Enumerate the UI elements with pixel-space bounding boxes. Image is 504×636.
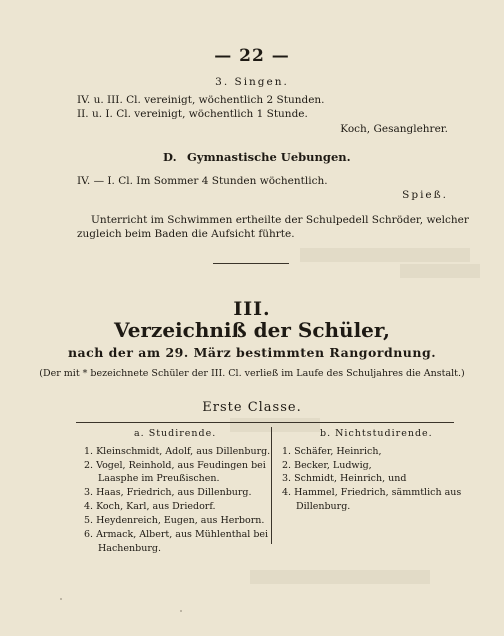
student-entry-continued: Dillenburg. — [296, 501, 351, 512]
column-heading-studirende: a. Studirende. — [134, 428, 217, 439]
bleed-through-mark — [400, 264, 480, 278]
page-number: — 22 — — [214, 46, 290, 66]
bleed-through-mark — [230, 418, 320, 432]
section-divider — [213, 263, 289, 264]
text-line: IV. u. III. Cl. vereinigt, wöchentlich 2 Stunden. — [77, 94, 325, 106]
section-label: D. — [163, 150, 177, 164]
teacher-name: Koch, Gesanglehrer. — [340, 123, 448, 135]
student-entry: 1. Kleinschmidt, Adolf, aus Dillenburg. — [84, 446, 271, 457]
student-entry: 3. Haas, Friedrich, aus Dillenburg. — [84, 487, 252, 498]
heading-rule — [76, 422, 454, 423]
student-entry: 2. Becker, Ludwig, — [282, 460, 372, 471]
section-note: (Der mit * bezeichnete Schüler der III. Cl. verließ im Laufe des Schuljahres die Anstalt.) — [39, 368, 465, 379]
student-entry: 6. Armack, Albert, aus Mühlenthal bei — [84, 529, 269, 540]
bleed-through-mark — [300, 248, 470, 262]
section-heading-gymnastik: Gymnastische Uebungen. — [187, 150, 351, 164]
student-entry: 5. Heydenreich, Eugen, aus Herborn. — [84, 515, 265, 526]
student-entry-continued: Hachenburg. — [98, 543, 161, 554]
student-entry: 4. Koch, Karl, aus Driedorf. — [84, 501, 216, 512]
student-entry: 4. Hammel, Friedrich, sämmtlich aus — [282, 487, 462, 498]
student-entry-continued: Laasphe im Preußischen. — [98, 473, 220, 484]
student-entry: 2. Vogel, Reinhold, aus Feudingen bei — [84, 460, 266, 471]
class-heading: Erste Classe. — [202, 400, 302, 415]
bleed-through-mark — [60, 598, 62, 600]
section-numeral: III. — [233, 298, 271, 320]
bleed-through-mark — [180, 610, 182, 612]
section-heading-singen: 3. Singen. — [215, 76, 289, 88]
section-subtitle: nach der am 29. März bestimmten Rangordnung. — [67, 345, 437, 360]
column-divider — [271, 427, 272, 544]
paragraph-line: Unterricht im Schwimmen ertheilte der Schulpedell Schröder, welcher — [91, 214, 469, 226]
column-heading-nichtstudirende: b. Nichtstudirende. — [320, 428, 433, 439]
teacher-name: Spieß. — [402, 189, 448, 201]
paragraph-line: zugleich beim Baden die Aufsicht führte. — [77, 228, 295, 240]
bleed-through-mark — [250, 570, 430, 584]
text-line: II. u. I. Cl. vereinigt, wöchentlich 1 Stunde. — [77, 108, 308, 120]
section-title: Verzeichniß der Schüler, — [114, 318, 390, 342]
student-entry: 1. Schäfer, Heinrich, — [282, 446, 382, 457]
text-line: IV. — I. Cl. Im Sommer 4 Stunden wöchentlich. — [77, 175, 328, 187]
student-entry: 3. Schmidt, Heinrich, und — [282, 473, 407, 484]
